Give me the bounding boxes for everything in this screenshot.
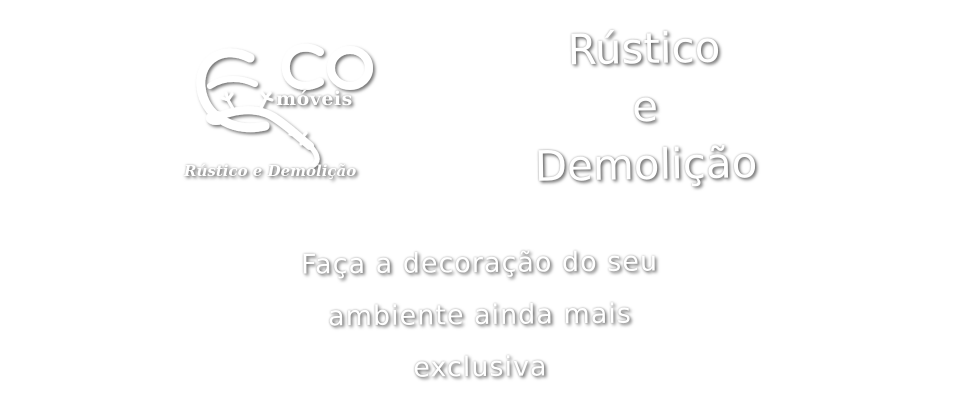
- headline-line-3: Demolição: [534, 138, 758, 191]
- logo-subtitle: Rústico e Demolição: [184, 162, 357, 180]
- headline-line-2: e: [631, 81, 659, 132]
- eco-moveis-logo: [180, 38, 390, 188]
- logo-moveis-text: móveis: [276, 88, 353, 110]
- tagline-line-1: Faça a decoração do seu: [300, 246, 659, 281]
- tagline-line-3: exclusiva: [413, 351, 548, 384]
- headline-line-1: Rústico: [567, 22, 721, 75]
- headline: [499, 17, 792, 196]
- tagline: [239, 236, 720, 396]
- tagline-line-2: ambiente ainda mais: [327, 298, 633, 333]
